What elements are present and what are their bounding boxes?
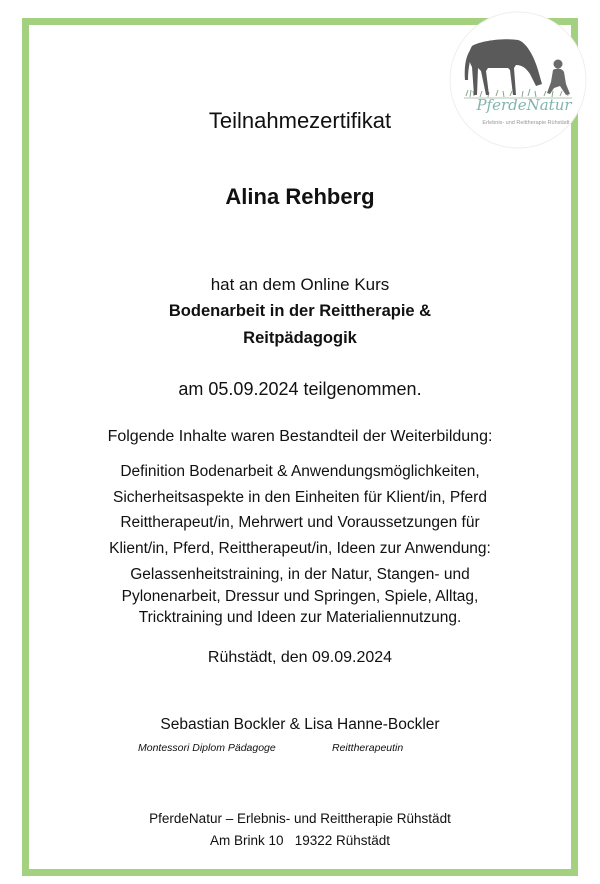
signatory-names: Sebastian Bockler & Lisa Hanne-Bockler [160,716,440,733]
certificate-title: Teilnahmezertifikat [208,108,392,133]
contents-line: Gelassenheitstraining, in der Natur, Stangen- und [130,566,470,583]
contents-line: Sicherheitsaspekte in den Einheiten für Klient/in, Pferd [113,489,487,506]
course-title-line: Reitpädagogik [243,329,357,347]
place-and-date: Rühstädt, den 09.09.2024 [207,649,393,666]
signatory-role: Montessori Diplom Pädagoge [138,742,276,754]
contents-line: Definition Bodenarbeit & Anwendungsmöglichkeiten, [120,463,480,480]
contents-line: Pylonenarbeit, Dressur und Springen, Spiele, Alltag, [121,588,479,605]
contents-line: Klient/in, Pferd, Reittherapeut/in, Ideen zur Anwendung: [109,540,491,557]
contents-line: Tricktraining und Ideen zur Materialiennutzung. [138,609,462,626]
contents-heading: Folgende Inhalte waren Bestandteil der Weiterbildung: [107,428,493,445]
footer-organization: PferdeNatur – Erlebnis- und Reittherapie Rühstädt [149,811,451,826]
course-title-line: Bodenarbeit in der Reittherapie & [168,302,432,320]
signatory-role: Reittherapeutin [332,742,404,754]
logo-tagline: Erlebnis- und Reittherapie Rühstädt [482,120,570,126]
contents-line: Reittherapeut/in, Mehrwert und Voraussetzungen für [120,514,480,531]
participation-date: am 05.09.2024 teilgenommen. [178,379,422,399]
course-intro: hat an dem Online Kurs [210,275,390,294]
recipient-name: Alina Rehberg [225,184,375,209]
footer-address: Am Brink 10 19322 Rühstädt [209,833,391,848]
logo-name: PferdeNatur [476,96,572,114]
